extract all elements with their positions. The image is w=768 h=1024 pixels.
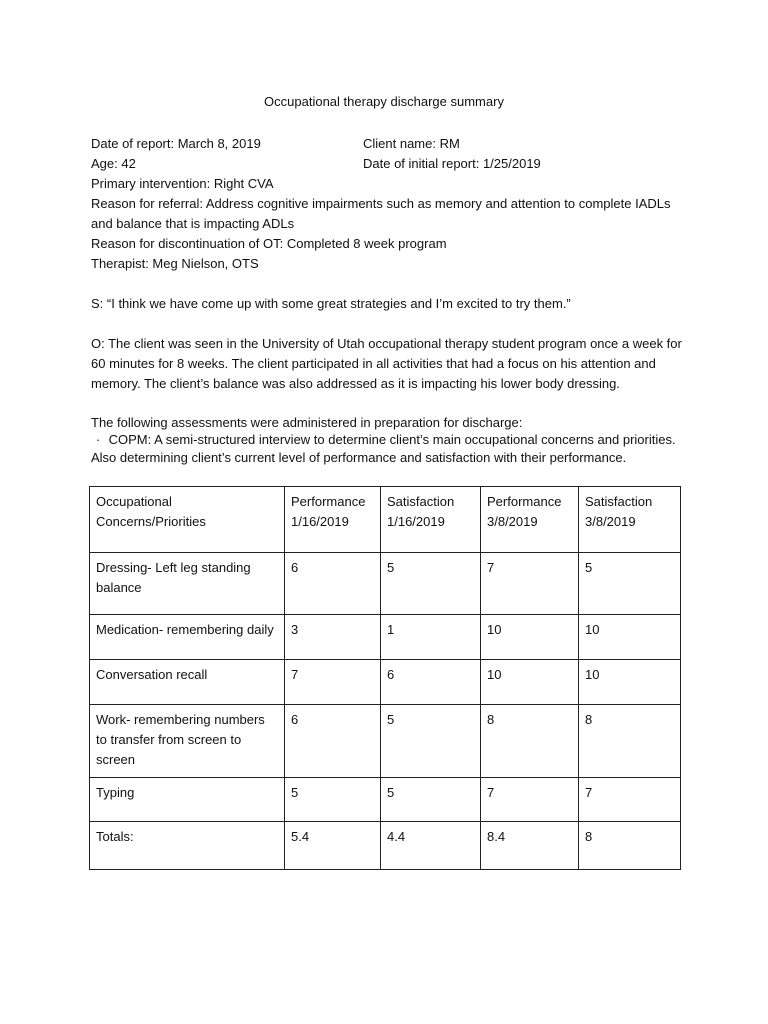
objective-line-3: memory. The client’s balance was also addressed as it is impacting his lower body dressing. — [91, 376, 620, 391]
discontinuation-reason: Reason for discontinuation of OT: Completed 8 week program — [91, 236, 447, 251]
copm-item — [91, 431, 676, 449]
referral-reason-line-1: Reason for referral: Address cognitive impairments such as memory and attention to complete IADLs — [91, 196, 671, 211]
header-satisfaction-discharge: Satisfaction 3/8/2019 — [579, 487, 681, 553]
table-cell: 6 — [285, 705, 381, 778]
table-cell: Typing — [90, 778, 285, 822]
table-row — [90, 615, 681, 660]
table-cell: 5 — [381, 553, 481, 615]
table-cell: 8.4 — [481, 822, 579, 870]
assessments-intro: The following assessments were administered in preparation for discharge: — [91, 415, 523, 430]
bullet: · — [95, 432, 101, 447]
table-header-row — [90, 487, 681, 553]
objective-line-1: O: The client was seen in the University of Utah occupational therapy student program once a week for — [91, 336, 682, 351]
table-cell: 7 — [481, 778, 579, 822]
table-cell: 5 — [285, 778, 381, 822]
header-performance-discharge: Performance 3/8/2019 — [481, 487, 579, 553]
table-cell: Conversation recall — [90, 660, 285, 705]
header-performance-initial: Performance 1/16/2019 — [285, 487, 381, 553]
client-name: Client name: RM — [363, 136, 460, 151]
table-cell: Work- remembering numbers to transfer from screen to screen — [90, 705, 285, 778]
table-cell: 5 — [579, 553, 681, 615]
initial-report-date: Date of initial report: 1/25/2019 — [363, 156, 541, 171]
table-cell: 10 — [481, 615, 579, 660]
table-cell: 3 — [285, 615, 381, 660]
table-cell: 10 — [579, 660, 681, 705]
client-age: Age: 42 — [91, 156, 136, 171]
primary-intervention: Primary intervention: Right CVA — [91, 176, 274, 191]
table-cell: 7 — [579, 778, 681, 822]
table-cell: 8 — [579, 705, 681, 778]
table-cell: 8 — [481, 705, 579, 778]
totals-row — [90, 822, 681, 870]
table-cell: 1 — [381, 615, 481, 660]
therapist: Therapist: Meg Nielson, OTS — [91, 256, 259, 271]
table-cell: Medication- remembering daily — [90, 615, 285, 660]
table-cell: 5 — [381, 705, 481, 778]
table-cell: 5.4 — [285, 822, 381, 870]
header-concerns: Occupational Concerns/Priorities — [90, 487, 285, 553]
document-title: Occupational therapy discharge summary — [264, 94, 504, 109]
table-cell: Dressing- Left leg standing balance — [90, 553, 285, 615]
table-cell: 4.4 — [381, 822, 481, 870]
subjective-statement: S: “I think we have come up with some great strategies and I’m excited to try them.” — [91, 296, 571, 311]
table-cell: 6 — [285, 553, 381, 615]
copm-table — [89, 486, 681, 870]
report-date: Date of report: March 8, 2019 — [91, 136, 261, 151]
table-cell: 7 — [481, 553, 579, 615]
table-cell: 5 — [381, 778, 481, 822]
table-cell: 10 — [481, 660, 579, 705]
copm-description: COPM: A semi-structured interview to determine client’s main occupational concerns and priorities. — [108, 432, 676, 447]
table-cell: Totals: — [90, 822, 285, 870]
table-cell: 8 — [579, 822, 681, 870]
copm-description-cont: Also determining client’s current level of performance and satisfaction with their performance. — [91, 450, 627, 465]
table-cell: 7 — [285, 660, 381, 705]
table-row — [90, 705, 681, 778]
header-satisfaction-initial: Satisfaction 1/16/2019 — [381, 487, 481, 553]
table-row — [90, 660, 681, 705]
objective-line-2: 60 minutes for 8 weeks. The client participated in all activities that had a focus on his attention and — [91, 356, 656, 371]
table-cell: 10 — [579, 615, 681, 660]
table-row — [90, 778, 681, 822]
table-row — [90, 553, 681, 615]
table-cell: 6 — [381, 660, 481, 705]
referral-reason-line-2: and balance that is impacting ADLs — [91, 216, 295, 231]
